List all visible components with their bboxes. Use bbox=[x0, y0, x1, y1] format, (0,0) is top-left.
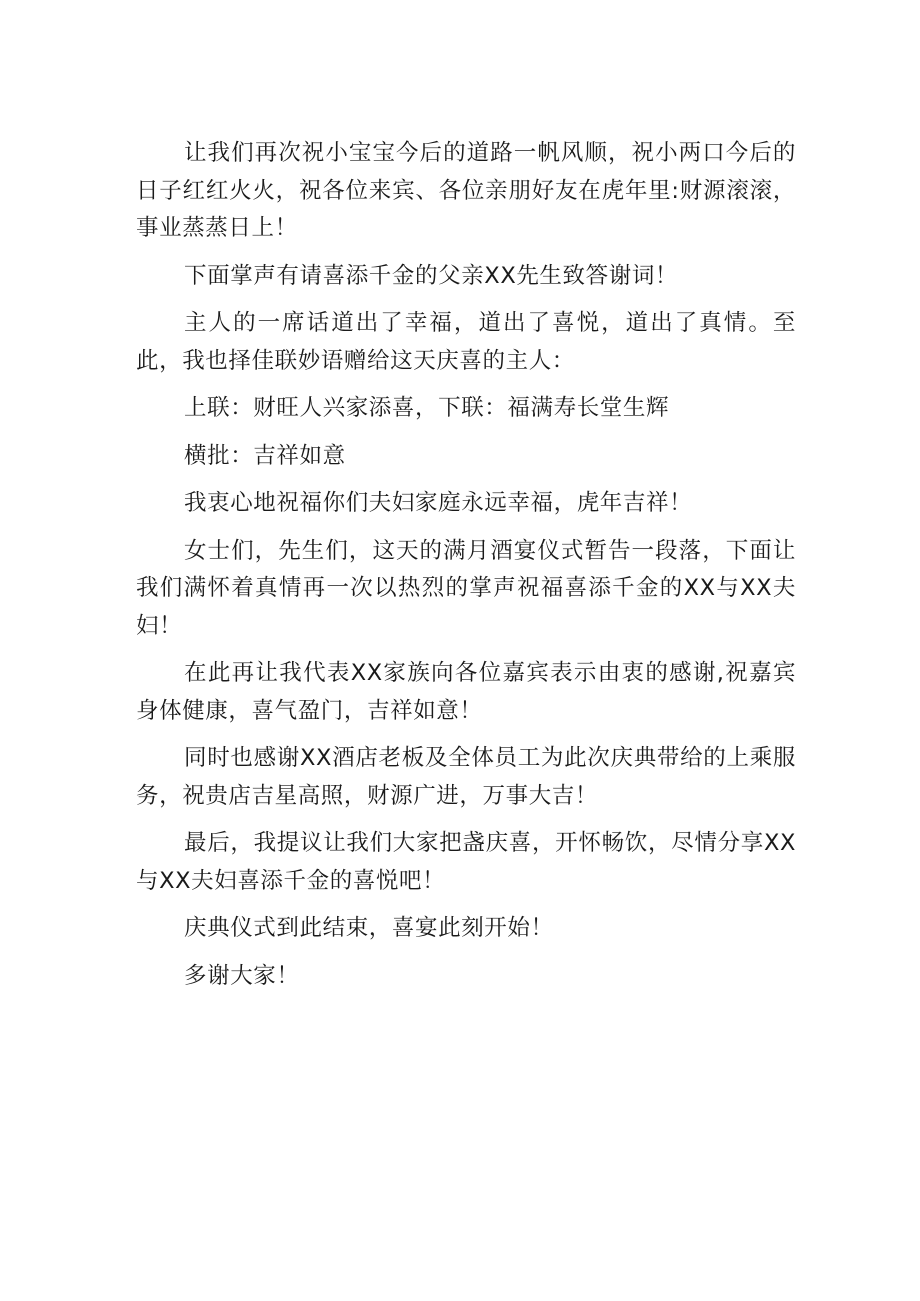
paragraph-thanks-hotel: 同时也感谢XX酒店老板及全体员工为此次庆典带给的上乘服务，祝贵店吉星高照，财源广进，万事大吉！ bbox=[136, 745, 796, 809]
paragraph-toast: 最后，我提议让我们大家把盏庆喜，开怀畅饮，尽情分享XX与XX夫妇喜添千金的喜悦吧！ bbox=[136, 830, 796, 894]
document-body bbox=[136, 135, 796, 995]
paragraph-thanks-guests: 在此再让我代表XX家族向各位嘉宾表示由衷的感谢,祝嘉宾身体健康，喜气盈门，吉祥如意！ bbox=[136, 660, 796, 724]
paragraph-ceremony-end: 庆典仪式到此结束，喜宴此刻开始！ bbox=[184, 915, 554, 941]
paragraph-horizontal-scroll: 横批：吉祥如意 bbox=[184, 442, 346, 469]
paragraph-family-wish: 我衷心地祝福你们夫妇家庭永远幸福，虎年吉祥！ bbox=[184, 490, 693, 516]
paragraph-ceremony-pause: 女士们，先生们，这天的满月酒宴仪式暂告一段落，下面让我们满怀着真情再一次以热烈的掌声祝福喜添千金的XX与XX夫妇！ bbox=[136, 537, 796, 639]
paragraph-couplet: 上联：财旺人兴家添喜，下联：福满寿长堂生辉 bbox=[184, 395, 670, 421]
paragraph-thank-you: 多谢大家！ bbox=[184, 962, 300, 989]
paragraph-host-words: 主人的一席话道出了幸福，道出了喜悦，道出了真情。至此，我也择佳联妙语赠给这天庆喜的主人： bbox=[136, 310, 796, 374]
paragraph-blessing: 让我们再次祝小宝宝今后的道路一帆风顺，祝小两口今后的日子红红火火，祝各位来宾、各位亲朋好友在虎年里:财源滚滚，事业蒸蒸日上！ bbox=[136, 140, 796, 241]
paragraph-invite-father: 下面掌声有请喜添千金的父亲XX先生致答谢词！ bbox=[184, 262, 679, 289]
